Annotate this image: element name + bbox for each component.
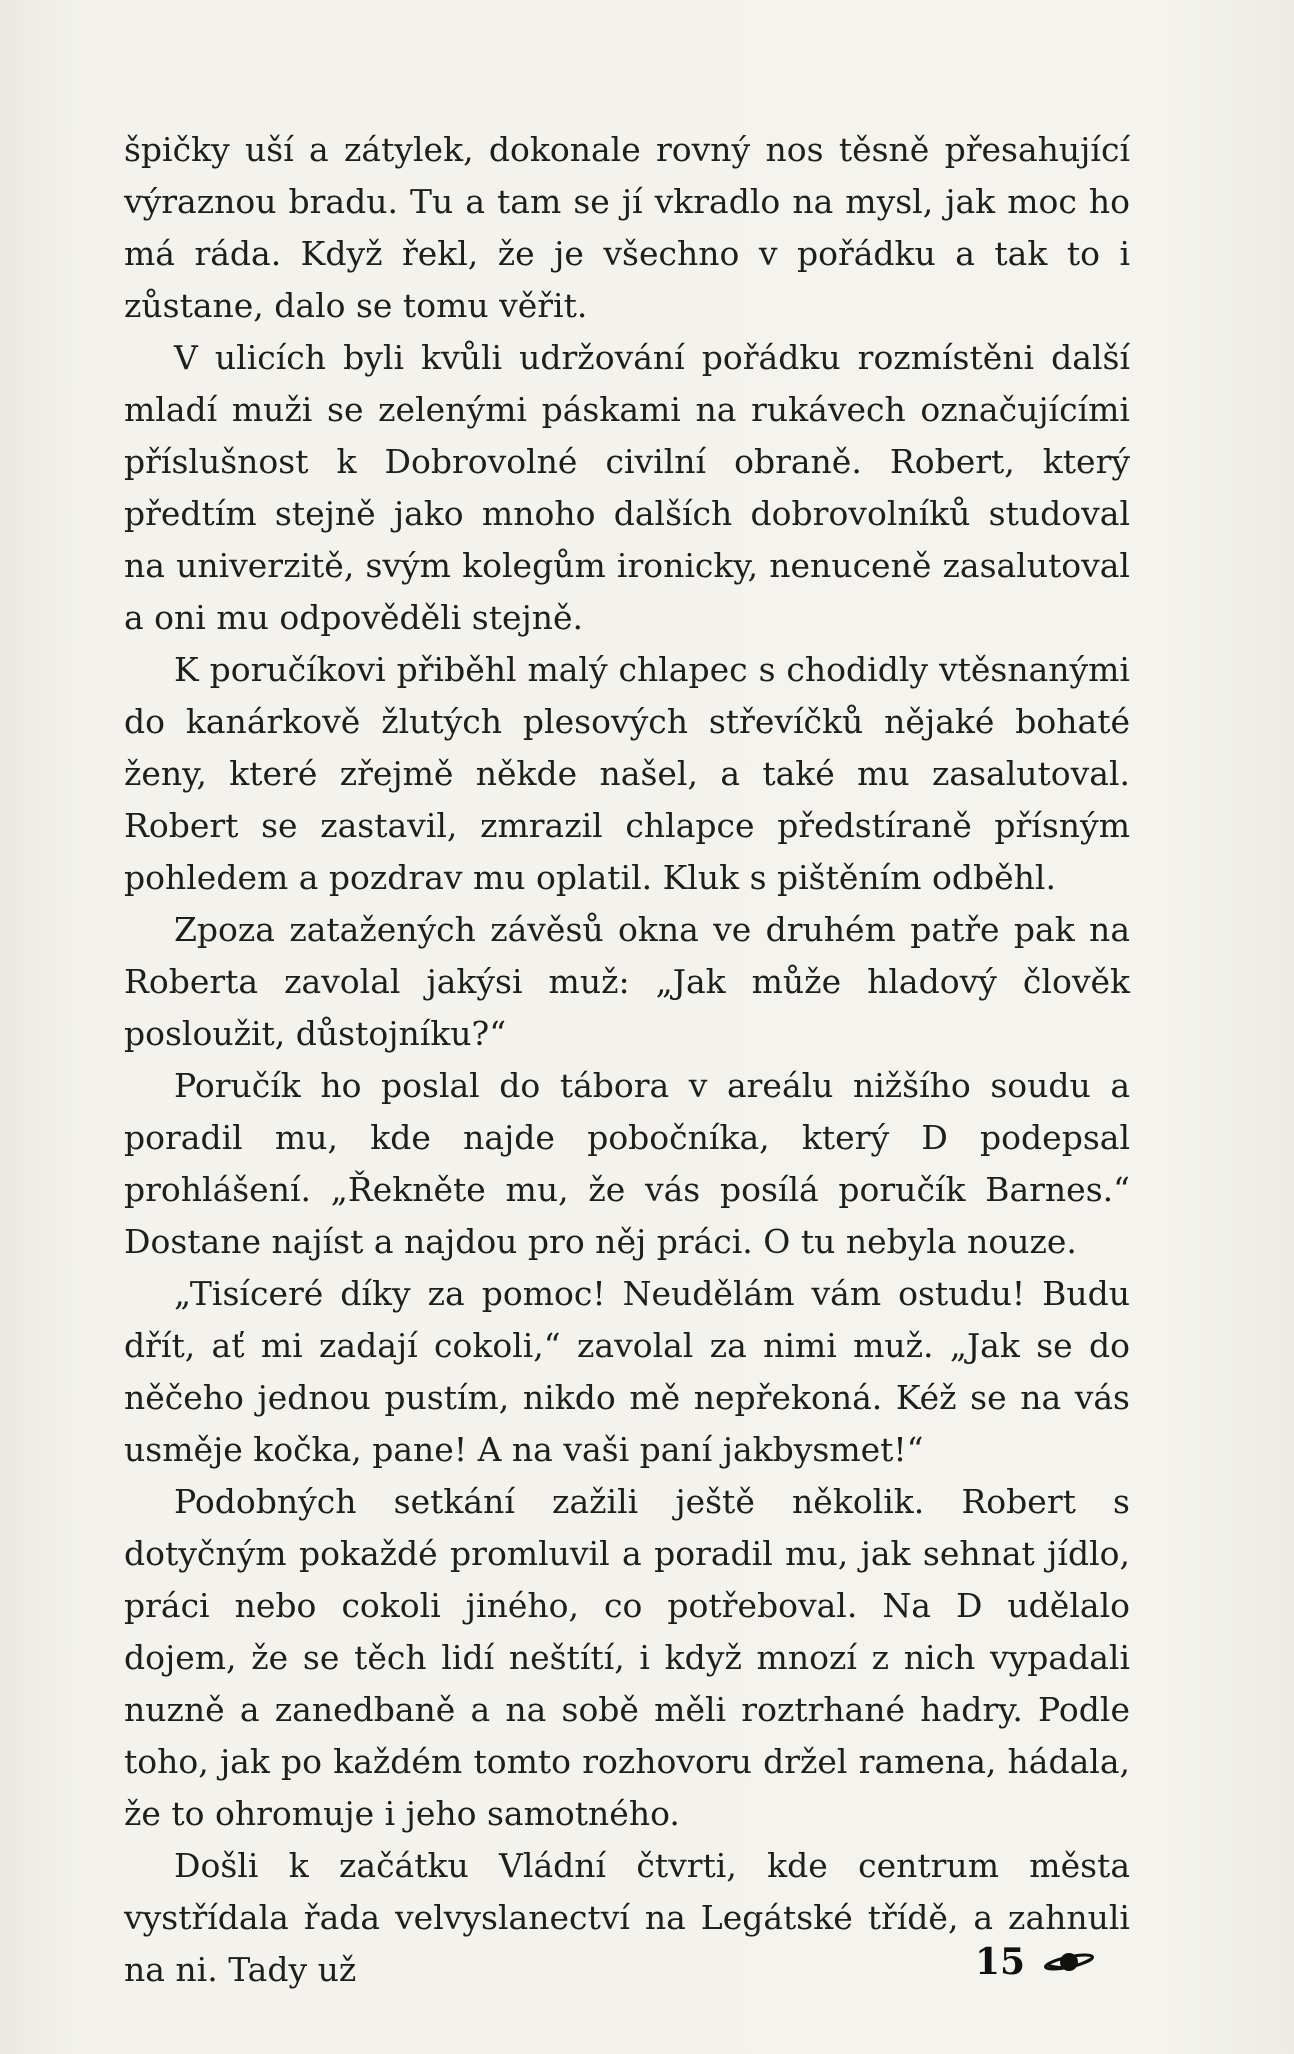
paragraph: V ulicích byli kvůli udržování pořádku rozmístěni další mladí muži se zelenými páskami na rukávech označujícími příslušnost k Dobrovolné civilní obraně. Robert, který předtím stejně jako mnoho dalších dobrovolníků studoval na univerzitě, svým kolegům ironicky, nenuceně zasalutoval a oni mu odpověděli stejně.: [124, 338, 1130, 637]
paragraph: špičky uší a zátylek, dokonale rovný nos těsně přesahující výraznou bradu. Tu a tam se jí vkradlo na mysl, jak moc ho má ráda. Když řekl, že je všechno v pořádku a tak to i zůstane, dalo se tomu věřit.: [124, 130, 1130, 325]
paragraph: Zpoza zatažených závěsů okna ve druhém patře pak na Roberta zavolal jakýsi muž: „Jak může hladový člověk posloužit, důstojníku?“: [124, 910, 1130, 1053]
paragraph: Podobných setkání zažili ještě několik. Robert s dotyčným pokaždé promluvil a poradil mu, jak sehnat jídlo, práci nebo cokoli jiného, co potřeboval. Na D udělalo dojem, že se těch lidí neštítí, i když mnozí z nich vypadali nuzně a zanedbaně a na sobě měli roztrhané hadry. Podle toho, jak po každém tomto rozhovoru držel ramena, hádala, že to ohromuje i jeho samotného.: [124, 1482, 1130, 1833]
paragraph: K poručíkovi přiběhl malý chlapec s chodidly vtěsnanými do kanárkově žlutých plesových střevíčků nějaké bohaté ženy, které zřejmě někde našel, a také mu zasalutoval. Robert se zastavil, zmrazil chlapce předstíraně přísným pohledem a pozdrav mu oplatil. Kluk s pištěním odběhl.: [124, 650, 1130, 897]
paragraph: „Tisíceré díky za pomoc! Neudělám vám ostudu! Budu dřít, ať mi zadají cokoli,“ zavolal za nimi muž. „Jak se do něčeho jednou pustím, nikdo mě nepřekoná. Kéž se na vás usměje kočka, pane! A na vaši paní jakbysmet!“: [124, 1274, 1130, 1469]
page-footer: [975, 1936, 1095, 1988]
paragraph: Poručík ho poslal do tábora v areálu nižšího soudu a poradil mu, kde najde pobočníka, který D podepsal prohlášení. „Řekněte mu, že vás posílá poručík Barnes.“ Dostane najíst a najdou pro něj práci. O tu nebyla nouze.: [124, 1066, 1130, 1261]
planet-icon: [1043, 1948, 1095, 1976]
paragraph: Došli k začátku Vládní čtvrti, kde centrum města vystřídala řada velvyslanectví na Legátské třídě, a zahnuli na ni. Tady už: [124, 1846, 1130, 1989]
page-number: 15: [975, 1941, 1026, 1983]
body-text: [124, 124, 1130, 1996]
